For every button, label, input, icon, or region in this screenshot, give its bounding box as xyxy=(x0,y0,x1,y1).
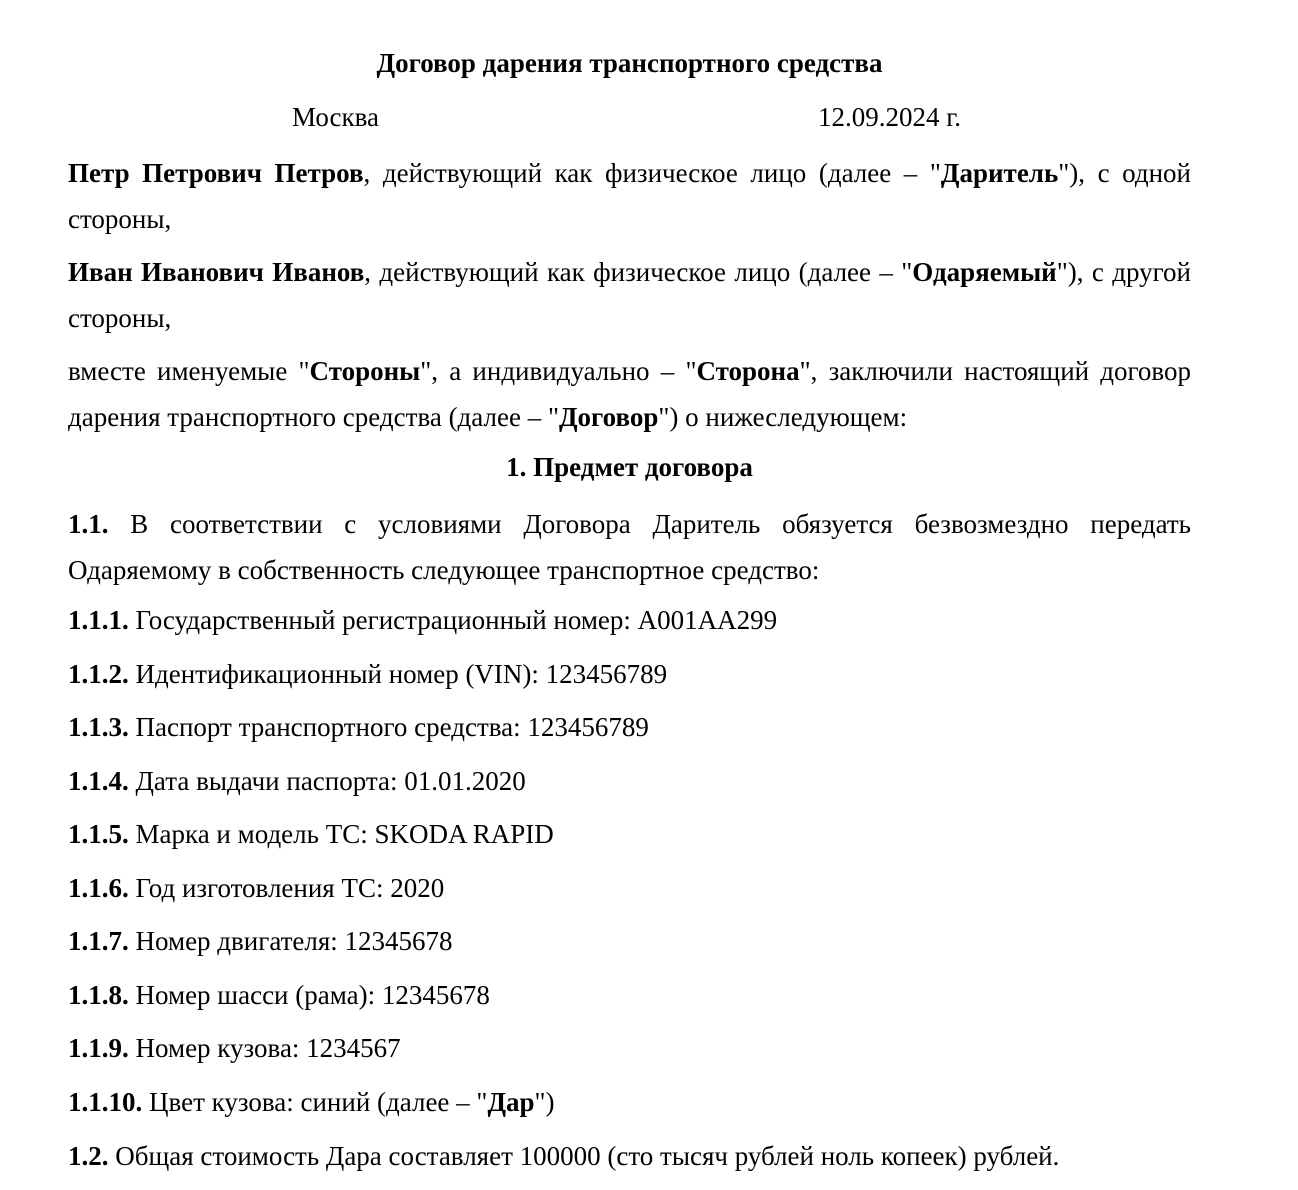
section1-heading: 1. Предмет договора xyxy=(506,452,753,482)
party2-role: Одаряемый xyxy=(912,257,1057,287)
party2-text-b: "), с другой стороны, xyxy=(68,257,1191,333)
item-1-1-5 xyxy=(68,819,554,850)
item-text: Номер двигателя: 12345678 xyxy=(128,926,453,956)
party1-text-a: , действующий как физическое лицо (далее – " xyxy=(363,158,941,188)
contract-date: 12.09.2024 г. xyxy=(818,102,962,132)
item-number: 1.1.9. xyxy=(68,1033,129,1063)
item-1-1-1 xyxy=(68,605,777,636)
item-1-1-8 xyxy=(68,980,490,1011)
term-storony: Стороны xyxy=(309,356,421,386)
party2-text-a: , действующий как физическое лицо (далее – " xyxy=(364,257,913,287)
item-number: 1.1.7. xyxy=(68,926,129,956)
item-number: 1.1.5. xyxy=(68,819,129,849)
item-text: Государственный регистрационный номер: А001АА299 xyxy=(128,605,778,635)
together-text-c: ", заключили настоящий договор дарения транспортного средства (далее – " xyxy=(68,356,1191,432)
clause-1-1 xyxy=(68,501,1191,593)
together-paragraph xyxy=(68,348,1191,440)
party2-paragraph xyxy=(68,249,1191,341)
together-text-a: вместе именуемые " xyxy=(68,356,310,386)
item-1-1-3 xyxy=(68,712,649,743)
contract-city: Москва xyxy=(292,102,379,132)
clause-1-2 xyxy=(68,1141,1059,1172)
item-text: Номер кузова: 1234567 xyxy=(128,1033,401,1063)
together-text-d: ") о нижеследующем: xyxy=(658,402,908,432)
item-number: 1.1.3. xyxy=(68,712,129,742)
item-1-1-2 xyxy=(68,659,667,690)
party1-paragraph xyxy=(68,150,1191,242)
item-1-1-9 xyxy=(68,1033,401,1064)
item-text: Марка и модель ТС: SKODA RAPID xyxy=(128,819,554,849)
clause-text: В соответствии с условиями Договора Даритель обязуется безвозмездно передать Одаряемому в собственность следующее транспортное средство: xyxy=(68,509,1191,585)
clause-number: 1.1. xyxy=(68,509,109,539)
item-text: Цвет кузова: синий (далее – " xyxy=(142,1087,488,1117)
party2-name: Иван Иванович Иванов xyxy=(68,257,365,287)
item-number: 1.1.2. xyxy=(68,659,129,689)
term-dogovor: Договор xyxy=(558,402,659,432)
item-number: 1.1.1. xyxy=(68,605,129,635)
item-1-1-6 xyxy=(68,873,444,904)
item-text: Паспорт транспортного средства: 123456789 xyxy=(128,712,649,742)
item-text: Год изготовления ТС: 2020 xyxy=(128,873,445,903)
term-dar: Дар xyxy=(487,1087,535,1117)
item-text: Дата выдачи паспорта: 01.01.2020 xyxy=(128,766,526,796)
party1-role: Даритель xyxy=(940,158,1059,188)
item-text-end: ") xyxy=(534,1087,555,1117)
clause-text: Общая стоимость Дара составляет 100000 (сто тысяч рублей ноль копеек) рублей. xyxy=(108,1141,1060,1171)
item-1-1-4 xyxy=(68,766,526,797)
document-title: Договор дарения транспортного средства xyxy=(376,48,883,78)
item-number: 1.1.4. xyxy=(68,766,129,796)
item-number: 1.1.6. xyxy=(68,873,129,903)
party1-text-b: "), с одной стороны, xyxy=(68,158,1191,234)
item-number: 1.1.8. xyxy=(68,980,129,1010)
clause-number: 1.2. xyxy=(68,1141,109,1171)
item-1-1-7 xyxy=(68,926,453,957)
item-text: Идентификационный номер (VIN): 123456789 xyxy=(128,659,668,689)
together-text-b: ", а индивидуально – " xyxy=(420,356,697,386)
term-storona: Сторона xyxy=(696,356,800,386)
item-number: 1.1.10. xyxy=(68,1087,143,1117)
item-text: Номер шасси (рама): 12345678 xyxy=(128,980,490,1010)
item-1-1-10 xyxy=(68,1087,555,1118)
party1-name: Петр Петрович Петров xyxy=(68,158,364,188)
